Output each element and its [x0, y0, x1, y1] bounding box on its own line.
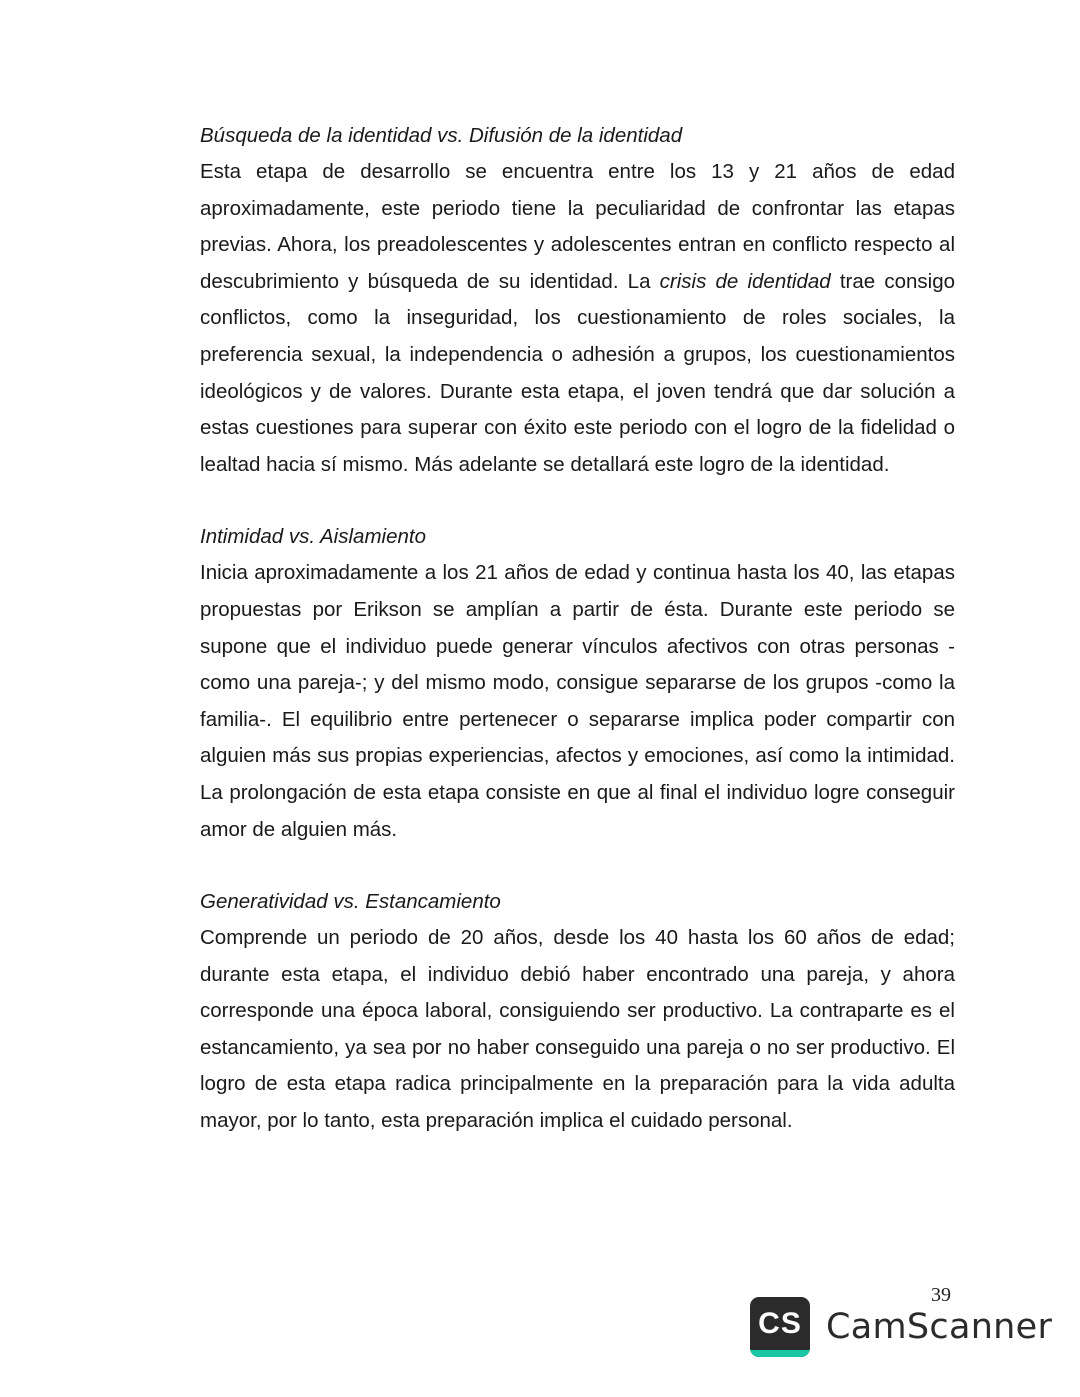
emphasized-term: crisis de identidad: [659, 269, 831, 293]
section-identidad: [200, 118, 955, 483]
camscanner-logo-icon: [750, 1297, 810, 1357]
camscanner-name: CamScanner: [826, 1307, 1053, 1347]
document-page: [200, 118, 955, 1176]
section-paragraph: Comprende un periodo de 20 años, desde los 40 hasta los 60 años de edad; durante esta etapa, el individuo debió haber encontrado una pareja, y ahora corresponde una época laboral, consiguiendo ser productivo. La contraparte es el estancamiento, ya sea por no haber conseguido una pareja o no ser productivo. El logro de esta etapa radica principalmente en la preparación para la vida adulta mayor, por lo tanto, esta preparación implica el cuidado personal.: [200, 926, 955, 1133]
section-heading: Intimidad vs. Aislamiento: [200, 525, 426, 549]
section-generatividad: [200, 884, 955, 1140]
section-paragraph: [200, 154, 955, 483]
section-intimidad: [200, 519, 955, 848]
section-paragraph: Inicia aproximadamente a los 21 años de edad y continua hasta los 40, las etapas propuestas por Erikson se amplían a partir de ésta. Durante este periodo se supone que el individuo puede generar vínculos afectivos con otras personas -como una pareja-; y del mismo modo, consigue separarse de los grupos -como la familia-. El equilibrio entre pertenecer o separarse implica poder compartir con alguien más sus propias experiencias, afectos y emociones, así como la intimidad. La prolongación de esta etapa consiste en que al final el individuo logre conseguir amor de alguien más.: [200, 561, 955, 841]
logo-text: CS: [758, 1307, 802, 1340]
page-number: 39: [931, 1284, 951, 1306]
paragraph-text: trae consigo conflictos, como la inseguridad, los cuestionamiento de roles sociales, la preferencia sexual, la independencia o adhesión a grupos, los cuestionamientos ideológicos y de valores. Durante esta etapa, el joven tendrá que dar solución a estas cuestiones para superar con éxito este periodo con el logro de la fidelidad o lealtad hacia sí mismo. Más adelante se detallará este logro de la identidad.: [200, 269, 956, 476]
section-heading: Búsqueda de la identidad vs. Difusión de la identidad: [200, 124, 683, 147]
section-heading: Generatividad vs. Estancamiento: [200, 890, 501, 914]
paragraph-text: Esta etapa de desarrollo se encuentra entre los 13 y 21 años de edad aproximadamente, este periodo tiene la peculiaridad de confrontar las etapas previas. Ahora, los preadolescentes y adolescentes entran en conflicto respecto al descubrimiento y búsqueda de su identidad. La: [200, 160, 955, 293]
camscanner-watermark: [750, 1297, 1052, 1357]
